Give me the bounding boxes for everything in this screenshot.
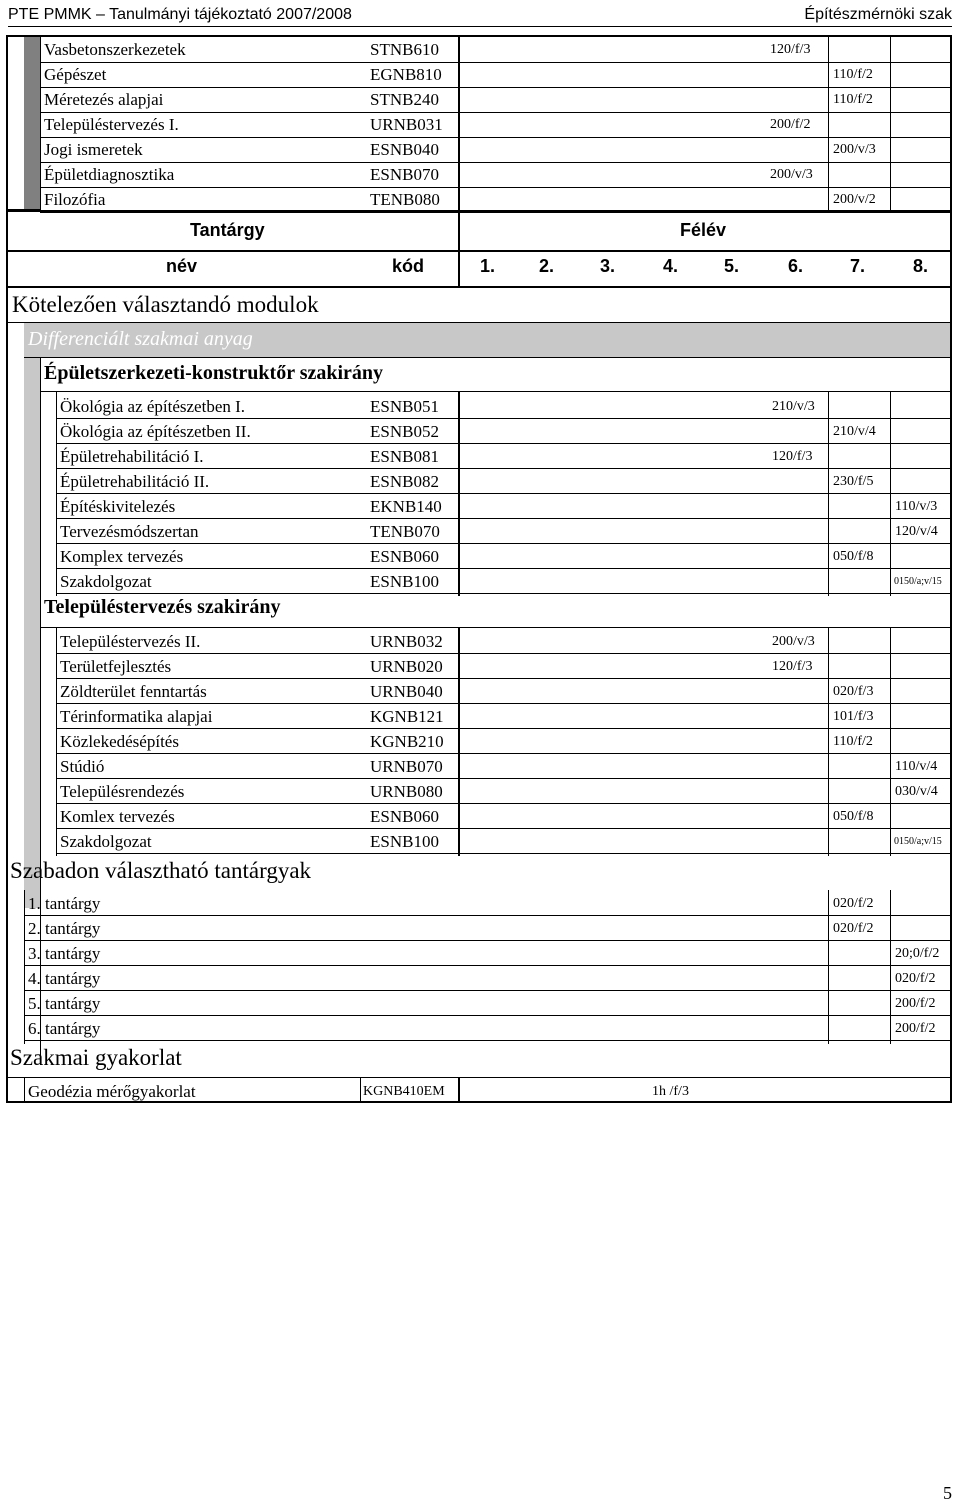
course-code: URNB080	[370, 782, 443, 801]
page-header	[8, 4, 952, 27]
course-value: 230/f/5	[833, 474, 874, 489]
elective-name: 6. tantárgy	[28, 1019, 101, 1038]
elective-name: 2. tantárgy	[28, 919, 101, 938]
course-name: Filozófia	[44, 190, 106, 209]
grid-line	[40, 137, 952, 138]
elective-name: 5. tantárgy	[28, 994, 101, 1013]
grid-line	[56, 803, 952, 804]
grid-line	[56, 653, 952, 654]
course-name: Gépészet	[44, 65, 107, 84]
elective-value: 20;0/f/2	[895, 946, 940, 961]
course-value: 050/f/8	[833, 549, 874, 564]
course-value: 200/v/3	[770, 167, 813, 182]
course-value: 110/v/4	[895, 759, 938, 774]
course-name: Tervezésmódszertan	[60, 522, 199, 541]
course-value: 200/f/2	[770, 117, 811, 132]
semester-number: 8.	[913, 256, 929, 276]
grid-line	[890, 628, 891, 856]
course-value: 110/v/3	[895, 499, 938, 514]
header-program: Építészmérnöki szak	[804, 6, 952, 23]
grid-line	[40, 87, 952, 88]
course-name: Ökológia az építészetben I.	[60, 397, 246, 416]
course-name: Ökológia az építészetben II.	[60, 422, 251, 441]
course-name: Épületrehabilitáció I.	[60, 447, 204, 466]
course-value: 210/v/4	[833, 424, 876, 439]
course-value: 030/v/4	[895, 784, 938, 799]
grid-line	[24, 1040, 952, 1041]
course-code: TENB070	[370, 522, 440, 541]
grid-line	[24, 357, 952, 358]
course-code: KGNB210	[370, 732, 444, 751]
course-value: 050/f/8	[833, 809, 874, 824]
grid-line	[40, 62, 952, 63]
grid-line	[24, 1015, 952, 1016]
margin-gray	[10, 37, 24, 209]
grid-line	[458, 1077, 460, 1103]
grid-line	[828, 392, 829, 596]
grid-line	[360, 1077, 361, 1103]
semester-number: 2.	[539, 256, 555, 276]
semester-number: 6.	[788, 256, 804, 276]
margin	[40, 392, 56, 596]
header-title: PTE PMMK – Tanulmányi tájékoztató 2007/2008	[8, 6, 352, 23]
grid-line	[458, 628, 460, 856]
grid-line	[56, 828, 952, 829]
course-code: URNB031	[370, 115, 443, 134]
course-name: Méretezés alapjai	[44, 90, 164, 109]
course-name: Szakdolgozat	[60, 832, 152, 851]
grid-line	[56, 728, 952, 729]
course-code: EKNB140	[370, 497, 442, 516]
grid-line	[24, 915, 952, 916]
grid-line	[56, 392, 57, 596]
course-code: ESNB040	[370, 140, 439, 159]
grid-line	[828, 890, 829, 1044]
course-name: Zöldterület fenntartás	[60, 682, 207, 701]
course-value: 200/v/2	[833, 192, 876, 207]
course-name: Településtervezés I.	[44, 115, 179, 134]
course-value: 110/f/2	[833, 67, 873, 82]
course-name: Jogi ismeretek	[44, 140, 143, 159]
course-code: URNB070	[370, 757, 443, 776]
course-value: 120/f/3	[770, 42, 811, 57]
grid-line	[56, 568, 952, 569]
grid-line	[890, 392, 891, 596]
page-number: 5	[943, 1483, 952, 1503]
header-subject: Tantárgy	[190, 220, 265, 240]
grid-line	[24, 1077, 25, 1103]
course-code: ESNB052	[370, 422, 439, 441]
semester-number: 5.	[724, 256, 740, 276]
grid-line	[458, 210, 460, 250]
course-value: 101/f/3	[833, 709, 874, 724]
course-code: URNB040	[370, 682, 443, 701]
elective-value: 200/f/2	[895, 996, 936, 1011]
grid-line	[56, 753, 952, 754]
course-code: ESNB060	[370, 807, 439, 826]
elective-value: 020/f/2	[833, 896, 874, 911]
course-name: Településrendezés	[60, 782, 185, 801]
grid-line	[24, 965, 952, 966]
course-value: 0150/a;v/15	[894, 576, 942, 587]
course-code: ESNB051	[370, 397, 439, 416]
grid-line	[56, 628, 57, 856]
elective-value: 020/f/2	[833, 921, 874, 936]
course-value: 210/v/3	[772, 399, 815, 414]
course-code: URNB020	[370, 657, 443, 676]
grid-line	[40, 391, 952, 392]
course-value: 120/f/3	[772, 449, 813, 464]
grid-line	[24, 940, 952, 941]
grid-line	[890, 890, 891, 1044]
course-code: ESNB070	[370, 165, 439, 184]
course-code: STNB610	[370, 40, 439, 59]
section-track2: Településtervezés szakirány	[44, 596, 281, 618]
course-code: ESNB081	[370, 447, 439, 466]
course-name: Stúdió	[60, 757, 105, 776]
course-value: 200/v/3	[772, 634, 815, 649]
grid-line	[56, 543, 952, 544]
grid-line	[56, 778, 952, 779]
margin	[10, 890, 24, 1044]
practice-name: Geodézia mérőgyakorlat	[28, 1082, 196, 1101]
course-name: Építéskivitelezés	[60, 497, 176, 516]
section-practice: Szakmai gyakorlat	[10, 1045, 182, 1070]
course-name: Vasbetonszerkezetek	[44, 40, 186, 59]
course-code: ESNB100	[370, 572, 439, 591]
course-code: TENB080	[370, 190, 440, 209]
course-name: Komlex tervezés	[60, 807, 175, 826]
course-name: Épületrehabilitáció II.	[60, 472, 210, 491]
header-name: név	[166, 256, 198, 276]
practice-value: 1h /f/3	[652, 1084, 689, 1099]
elective-value: 020/f/2	[895, 971, 936, 986]
grid-line	[40, 187, 952, 188]
margin-gray	[24, 358, 40, 908]
elective-name: 3. tantárgy	[28, 944, 101, 963]
course-code: URNB032	[370, 632, 443, 651]
course-value: 0150/a;v/15	[894, 836, 942, 847]
course-code: ESNB082	[370, 472, 439, 491]
grid-line	[8, 286, 952, 288]
course-code: STNB240	[370, 90, 439, 109]
grid-line	[458, 392, 460, 596]
course-code: EGNB810	[370, 65, 442, 84]
section-mandatory: Kötelezően választandó modulok	[12, 292, 319, 317]
course-name: Területfejlesztés	[60, 657, 172, 676]
grid-line	[40, 212, 952, 213]
section-track1: Épületszerkezeti-konstruktőr szakirány	[44, 362, 384, 384]
course-value: 110/f/2	[833, 734, 873, 749]
section-free: Szabadon választható tantárgyak	[10, 858, 312, 883]
margin-gray	[24, 37, 40, 209]
semester-number: 4.	[663, 256, 679, 276]
grid-line	[56, 593, 952, 594]
course-code: KGNB121	[370, 707, 444, 726]
elective-name: 4. tantárgy	[28, 969, 101, 988]
course-name: Közlekedésépítés	[60, 732, 179, 751]
semester-number: 1.	[480, 256, 496, 276]
grid-line	[8, 210, 952, 212]
elective-value: 200/f/2	[895, 1021, 936, 1036]
course-value: 200/v/3	[833, 142, 876, 157]
practice-code: KGNB410EM	[363, 1084, 445, 1099]
course-value: 120/v/4	[895, 524, 938, 539]
grid-line	[828, 628, 829, 856]
course-name: Komplex tervezés	[60, 547, 184, 566]
semester-number: 3.	[600, 256, 616, 276]
course-value: 120/f/3	[772, 659, 813, 674]
grid-line	[24, 990, 952, 991]
grid-line	[24, 890, 25, 1044]
course-name: Szakdolgozat	[60, 572, 152, 591]
course-code: ESNB100	[370, 832, 439, 851]
header-code: kód	[392, 256, 425, 276]
grid-line	[56, 493, 952, 494]
grid-line	[40, 627, 952, 628]
grid-line	[8, 250, 952, 252]
grid-line	[40, 162, 952, 163]
course-name: Településtervezés II.	[60, 632, 201, 651]
grid-line	[8, 1077, 952, 1078]
course-name: Térinformatika alapjai	[60, 707, 213, 726]
grid-line	[56, 853, 952, 854]
elective-name: 1. tantárgy	[28, 894, 101, 913]
course-value: 020/f/3	[833, 684, 874, 699]
section-differentiated: Differenciált szakmai anyag	[28, 328, 253, 350]
grid-line	[458, 250, 460, 286]
course-name: Épületdiagnosztika	[44, 165, 175, 184]
semester-number: 7.	[850, 256, 866, 276]
course-value: 110/f/2	[833, 92, 873, 107]
course-code: ESNB060	[370, 547, 439, 566]
header-semester: Félév	[680, 220, 727, 240]
